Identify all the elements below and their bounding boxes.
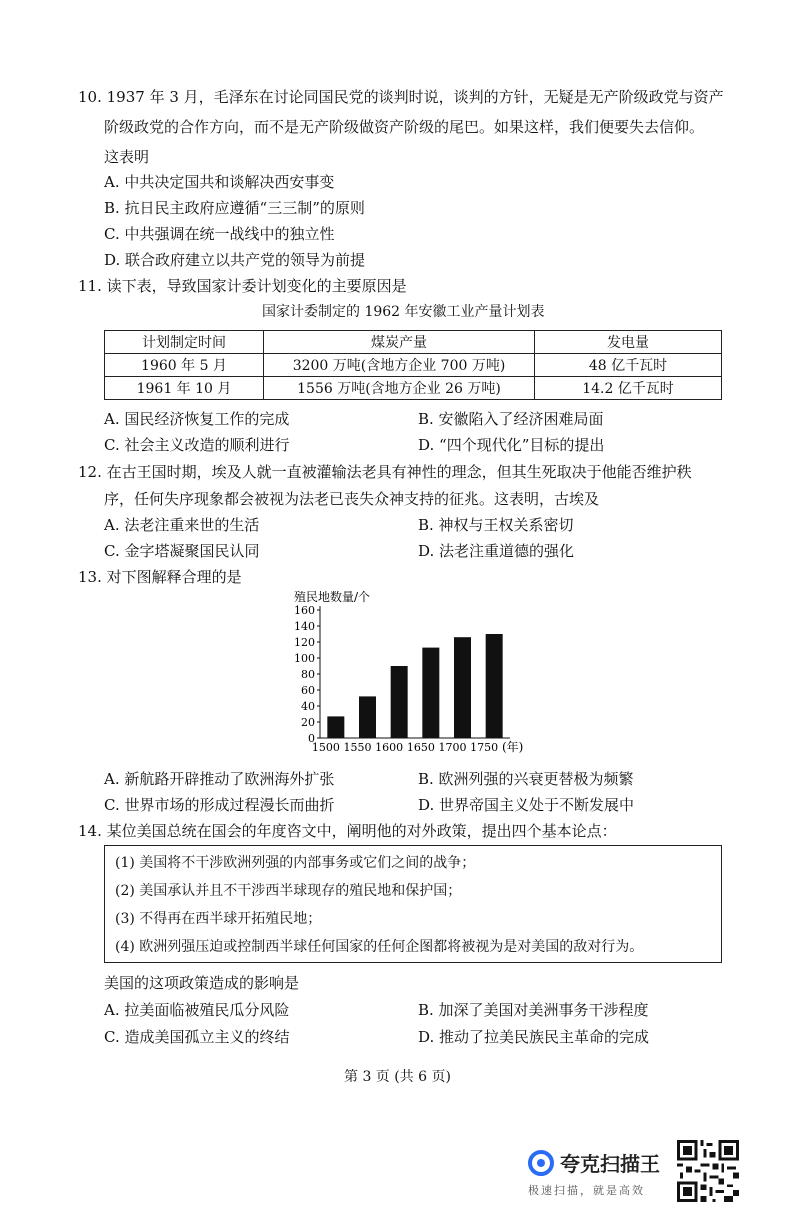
q10-line3: 这表明 bbox=[104, 148, 150, 166]
q12-line1: 12. 在古王国时期，埃及人就一直被灌输法老具有神性的理念，但其生死取决于他能否维护秩 bbox=[78, 463, 692, 481]
bar bbox=[359, 696, 376, 738]
x-ticks bbox=[312, 741, 498, 754]
quote-point-2: (2) 美国承认并且不干涉西半球现存的殖民地和保护国； bbox=[115, 883, 462, 899]
y-axis-label: 殖民地数量/个 bbox=[294, 590, 371, 604]
q12-option-d: D. 法老注重道德的强化 bbox=[418, 542, 575, 560]
q12-option-c: C. 金字塔凝聚国民认同 bbox=[104, 542, 260, 560]
y-ticks bbox=[294, 604, 320, 745]
y-tick-label: 140 bbox=[294, 620, 315, 633]
q13-stem: 13. 对下图解释合理的是 bbox=[78, 568, 242, 586]
q13-option-c: C. 世界市场的形成过程漫长而曲折 bbox=[104, 796, 335, 814]
table-cell: 1960 年 5 月 bbox=[105, 354, 264, 377]
table-header: 计划制定时间 bbox=[105, 331, 264, 354]
q13-option-d: D. 世界帝国主义处于不断发展中 bbox=[418, 796, 635, 814]
q10-option-b: B. 抗日民主政府应遵循“三三制”的原则 bbox=[104, 199, 365, 217]
x-tick-label: 1750 bbox=[470, 741, 499, 754]
brand-logo-icon bbox=[528, 1150, 554, 1176]
y-tick-label: 160 bbox=[294, 604, 315, 617]
q10-option-d: D. 联合政府建立以共产党的领导为前提 bbox=[104, 251, 366, 269]
plan-table bbox=[104, 330, 722, 400]
colony-bar-chart bbox=[280, 586, 550, 758]
q13-option-a: A. 新航路开辟推动了欧洲海外扩张 bbox=[104, 770, 335, 788]
quote-point-3: (3) 不得再在西半球开拓殖民地； bbox=[115, 911, 322, 927]
q11-option-a: A. 国民经济恢复工作的完成 bbox=[104, 410, 290, 428]
table-header: 发电量 bbox=[535, 331, 722, 354]
chart-axes bbox=[320, 606, 510, 738]
q12-line2: 序，任何失序现象都会被视为法老已丧失众神支持的征兆。这表明，古埃及 bbox=[104, 490, 600, 508]
table-header: 煤炭产量 bbox=[264, 331, 535, 354]
table-cell: 1556 万吨(含地方企业 26 万吨) bbox=[264, 377, 535, 400]
table-cell: 1961 年 10 月 bbox=[105, 377, 264, 400]
y-tick-label: 120 bbox=[294, 636, 315, 649]
table-header-row bbox=[105, 331, 722, 354]
bar bbox=[422, 648, 439, 738]
page-number: 第 3 页 (共 6 页) bbox=[344, 1069, 451, 1085]
bar bbox=[391, 666, 408, 738]
quote-point-4: (4) 欧洲列强压迫或控制西半球任何国家的任何企图都将被视为是对美国的敌对行为。 bbox=[115, 939, 644, 955]
q10-line2: 阶级政党的合作方向，而不是无产阶级做资产阶级的尾巴。如果这样，我们便要失去信仰。 bbox=[104, 118, 705, 136]
y-tick-label: 80 bbox=[301, 668, 315, 681]
y-tick-label: 40 bbox=[301, 700, 315, 713]
x-tick-label: 1500 bbox=[311, 741, 340, 754]
q14-stem: 14. 某位美国总统在国会的年度咨文中，阐明他的对外政策，提出四个基本论点： bbox=[78, 822, 617, 840]
q11-stem: 11. 读下表，导致国家计委计划变化的主要原因是 bbox=[78, 277, 407, 295]
q10-option-a: A. 中共决定国共和谈解决西安事变 bbox=[104, 173, 335, 191]
q13-option-b: B. 欧洲列强的兴衰更替极为频繁 bbox=[418, 770, 634, 788]
table-row bbox=[105, 377, 722, 400]
table-title: 国家计委制定的 1962 年安徽工业产量计划表 bbox=[262, 304, 545, 320]
y-tick-label: 0 bbox=[308, 732, 315, 745]
qr-code-icon bbox=[677, 1140, 739, 1202]
bar bbox=[454, 637, 471, 738]
table-row bbox=[105, 354, 722, 377]
x-tick-label: 1650 bbox=[406, 741, 435, 754]
q14-option-c: C. 造成美国孤立主义的终结 bbox=[104, 1028, 290, 1046]
q12-option-a: A. 法老注重来世的生活 bbox=[104, 516, 260, 534]
q11-option-d: D. “四个现代化”目标的提出 bbox=[418, 436, 605, 454]
q14-option-d: D. 推动了拉美民族民主革命的完成 bbox=[418, 1028, 650, 1046]
y-tick-label: 60 bbox=[301, 684, 315, 697]
table-cell: 3200 万吨(含地方企业 700 万吨) bbox=[264, 354, 535, 377]
q12-option-b: B. 神权与王权关系密切 bbox=[418, 516, 574, 534]
q14-option-b: B. 加深了美国对美洲事务干涉程度 bbox=[418, 1001, 649, 1019]
bar bbox=[327, 716, 344, 738]
y-tick-label: 20 bbox=[301, 716, 315, 729]
x-tick-label: 1700 bbox=[438, 741, 467, 754]
brand-slogan: 极速扫描，就是高效 bbox=[528, 1184, 645, 1197]
x-tick-label: 1550 bbox=[343, 741, 372, 754]
brand-name: 夸克扫描王 bbox=[560, 1152, 660, 1176]
quote-box bbox=[104, 845, 722, 963]
q11-option-b: B. 安徽陷入了经济困难局面 bbox=[418, 410, 604, 428]
table-cell: 48 亿千瓦时 bbox=[535, 354, 722, 377]
q10-option-c: C. 中共强调在统一战线中的独立性 bbox=[104, 225, 335, 243]
y-tick-label: 100 bbox=[294, 652, 315, 665]
x-tick-label: 1600 bbox=[375, 741, 404, 754]
quote-point-1: (1) 美国将不干涉欧洲列强的内部事务或它们之间的战争； bbox=[115, 855, 476, 871]
x-axis-label: (年) bbox=[502, 740, 524, 754]
table-cell: 14.2 亿千瓦时 bbox=[535, 377, 722, 400]
bars bbox=[327, 634, 502, 738]
q14-question: 美国的这项政策造成的影响是 bbox=[104, 974, 300, 992]
bar bbox=[486, 634, 503, 738]
q10-line1: 10. 1937 年 3 月，毛泽东在讨论同国民党的谈判时说，谈判的方针，无疑是无产阶级政党与资产 bbox=[78, 88, 724, 106]
q11-option-c: C. 社会主义改造的顺利进行 bbox=[104, 436, 290, 454]
q14-option-a: A. 拉美面临被殖民瓜分风险 bbox=[104, 1001, 290, 1019]
